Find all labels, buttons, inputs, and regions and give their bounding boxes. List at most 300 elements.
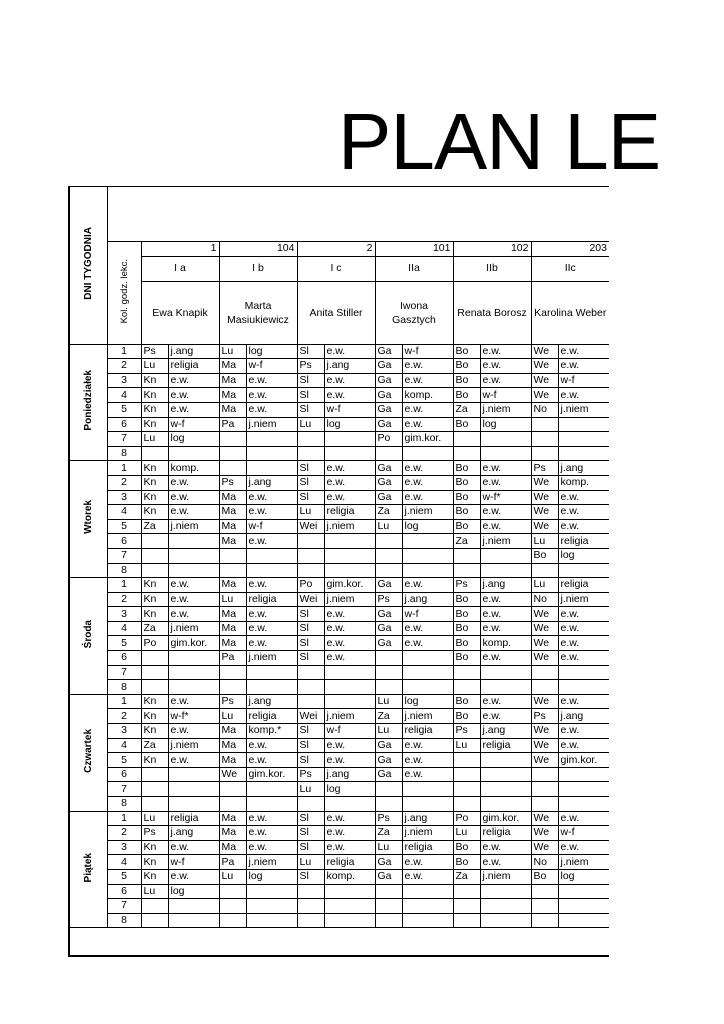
- teacher-code: Za: [141, 738, 168, 753]
- subject: e.w.: [402, 753, 453, 768]
- teacher-code: Ga: [375, 388, 402, 403]
- teacher-code: Kn: [141, 490, 168, 505]
- teacher-code: We: [531, 840, 558, 855]
- lesson-row: [69, 578, 609, 593]
- footer-blank-row: [69, 928, 609, 957]
- subject: log: [168, 432, 219, 447]
- subject: j.niem: [402, 826, 453, 841]
- teacher-code: Lu: [297, 505, 324, 520]
- subject: religia: [480, 826, 531, 841]
- subject: log: [246, 344, 297, 359]
- subject: j.niem: [480, 402, 531, 417]
- teacher-code: Sl: [297, 607, 324, 622]
- subject: w-f*: [480, 490, 531, 505]
- teacher-code: Lu: [297, 417, 324, 432]
- subject: e.w.: [402, 578, 453, 593]
- kol-godz-label: Kol. godz. lekc.: [118, 258, 130, 323]
- subject: e.w.: [246, 636, 297, 651]
- subject: e.w.: [324, 840, 375, 855]
- subject: [168, 767, 219, 782]
- teacher-code: [219, 797, 246, 812]
- lesson-row: [69, 709, 609, 724]
- subject: e.w.: [324, 826, 375, 841]
- lesson-row: [69, 563, 609, 578]
- lesson-number: 8: [107, 797, 141, 812]
- subject: e.w.: [480, 694, 531, 709]
- kol-godz-cell: [107, 242, 141, 345]
- teacher-code: Lu: [141, 359, 168, 374]
- subject: log: [168, 884, 219, 899]
- subject: e.w.: [246, 811, 297, 826]
- teacher-code: Po: [453, 811, 480, 826]
- lesson-number: 4: [107, 388, 141, 403]
- subject: j.niem: [402, 505, 453, 520]
- lesson-number: 5: [107, 753, 141, 768]
- subject: e.w.: [324, 490, 375, 505]
- subject: komp.: [324, 869, 375, 884]
- lesson-number: 6: [107, 534, 141, 549]
- subject: w-f: [402, 344, 453, 359]
- teacher-code: [375, 563, 402, 578]
- lesson-number: 1: [107, 344, 141, 359]
- subject: [480, 680, 531, 695]
- lesson-row: [69, 680, 609, 695]
- subject: [246, 913, 297, 928]
- teacher-code: [141, 913, 168, 928]
- lesson-row: [69, 797, 609, 812]
- subject: w-f: [246, 359, 297, 374]
- lesson-row: [69, 505, 609, 520]
- teacher-code: Ps: [219, 694, 246, 709]
- subject: e.w.: [246, 753, 297, 768]
- subject: log: [402, 694, 453, 709]
- teacher-code: Bo: [453, 651, 480, 666]
- day-cell: [69, 811, 107, 928]
- subject: e.w.: [246, 388, 297, 403]
- teacher-code: Ga: [375, 869, 402, 884]
- lesson-number: 7: [107, 548, 141, 563]
- teacher-code: Sl: [297, 461, 324, 476]
- teacher-code: Za: [453, 402, 480, 417]
- teacher-code: [531, 446, 558, 461]
- subject: j.niem: [246, 417, 297, 432]
- subject: gim.kor.: [402, 432, 453, 447]
- subject: j.niem: [324, 592, 375, 607]
- teacher-code: [141, 680, 168, 695]
- subject: j.ang: [324, 767, 375, 782]
- subject: e.w.: [324, 636, 375, 651]
- teacher-code: Za: [141, 621, 168, 636]
- teacher-code: [453, 548, 480, 563]
- teacher-code: [219, 899, 246, 914]
- subject: e.w.: [168, 840, 219, 855]
- subject: [324, 884, 375, 899]
- teacher-code: Bo: [453, 709, 480, 724]
- teacher-code: [453, 913, 480, 928]
- teacher-code: [297, 534, 324, 549]
- subject: [402, 680, 453, 695]
- teacher-code: Lu: [375, 694, 402, 709]
- subject: religia: [558, 534, 609, 549]
- teacher-code: Ps: [141, 344, 168, 359]
- room-number: 1: [168, 242, 219, 257]
- subject: e.w.: [480, 607, 531, 622]
- teacher-code: [141, 548, 168, 563]
- subject: w-f: [558, 826, 609, 841]
- lesson-number: 5: [107, 519, 141, 534]
- teacher-code: Ps: [375, 811, 402, 826]
- subject: [246, 461, 297, 476]
- teacher-code: Pa: [219, 855, 246, 870]
- lesson-number: 4: [107, 855, 141, 870]
- subject: e.w.: [480, 592, 531, 607]
- lesson-row: [69, 738, 609, 753]
- subject: e.w.: [246, 534, 297, 549]
- subject: [246, 884, 297, 899]
- teacher-code: Bo: [453, 417, 480, 432]
- header-blank-band: [107, 187, 609, 242]
- lesson-row: [69, 432, 609, 447]
- lesson-row: [69, 534, 609, 549]
- teacher-code: [375, 913, 402, 928]
- subject: j.ang: [558, 461, 609, 476]
- teacher-code: Kn: [141, 724, 168, 739]
- teacher-code: We: [531, 826, 558, 841]
- teacher-code: [531, 680, 558, 695]
- teacher-code: Ga: [375, 475, 402, 490]
- teacher-code: [141, 651, 168, 666]
- subject: religia: [324, 505, 375, 520]
- teacher-code: [531, 432, 558, 447]
- teacher-code: Ps: [219, 475, 246, 490]
- subject: [402, 446, 453, 461]
- subject: j.niem: [480, 869, 531, 884]
- subject: j.niem: [558, 855, 609, 870]
- teacher-code: Sl: [297, 826, 324, 841]
- subject: [558, 665, 609, 680]
- subject: w-f: [480, 388, 531, 403]
- teacher-code: [375, 548, 402, 563]
- teacher-code: Ma: [219, 490, 246, 505]
- subject: j.niem: [246, 855, 297, 870]
- lesson-row: [69, 899, 609, 914]
- teacher-code: Bo: [453, 607, 480, 622]
- teacher-code: Sl: [297, 475, 324, 490]
- teacher-code: Za: [375, 709, 402, 724]
- subject: j.niem: [558, 592, 609, 607]
- lesson-row: [69, 811, 609, 826]
- teacher-code: [219, 461, 246, 476]
- subject: [324, 797, 375, 812]
- subject: e.w.: [402, 461, 453, 476]
- teacher-code: Ga: [375, 344, 402, 359]
- teacher-code: [141, 665, 168, 680]
- subject: [246, 446, 297, 461]
- subject: e.w.: [324, 344, 375, 359]
- teacher-code: Ga: [375, 855, 402, 870]
- teacher-code: We: [531, 607, 558, 622]
- subject: e.w.: [480, 840, 531, 855]
- teacher-code: Bo: [453, 636, 480, 651]
- subject: log: [246, 869, 297, 884]
- teacher-code: [297, 884, 324, 899]
- day-cell: [69, 344, 107, 461]
- teacher-code: Ma: [219, 753, 246, 768]
- subject: gim.kor.: [246, 767, 297, 782]
- lesson-row: [69, 913, 609, 928]
- teacher-code: No: [531, 402, 558, 417]
- subject: w-f*: [168, 709, 219, 724]
- teacher-code: [297, 913, 324, 928]
- teacher-code: Ma: [219, 534, 246, 549]
- subject: e.w.: [402, 767, 453, 782]
- subject: e.w.: [558, 840, 609, 855]
- teacher-code: Kn: [141, 505, 168, 520]
- subject: e.w.: [324, 753, 375, 768]
- teacher-code: We: [531, 490, 558, 505]
- subject: e.w.: [246, 578, 297, 593]
- teacher-code: [297, 563, 324, 578]
- room-spacer: [375, 242, 402, 257]
- teacher-code: Kn: [141, 417, 168, 432]
- subject: [480, 665, 531, 680]
- lesson-row: [69, 621, 609, 636]
- teacher-code: [453, 680, 480, 695]
- subject: e.w.: [168, 490, 219, 505]
- subject: j.niem: [324, 519, 375, 534]
- subject: [324, 665, 375, 680]
- teacher-code: [453, 767, 480, 782]
- teacher-code: Ma: [219, 811, 246, 826]
- teacher-code: Wei: [297, 592, 324, 607]
- subject: e.w.: [480, 651, 531, 666]
- subject: e.w.: [480, 621, 531, 636]
- subject: [324, 548, 375, 563]
- subject: j.niem: [168, 621, 219, 636]
- lesson-row: [69, 753, 609, 768]
- room-spacer: [219, 242, 246, 257]
- lesson-number: 1: [107, 578, 141, 593]
- lesson-number: 3: [107, 490, 141, 505]
- lesson-number: 6: [107, 767, 141, 782]
- lesson-number: 2: [107, 709, 141, 724]
- room-number: 102: [480, 242, 531, 257]
- subject: e.w.: [168, 388, 219, 403]
- subject: e.w.: [324, 373, 375, 388]
- teacher-code: Sl: [297, 811, 324, 826]
- teacher-code: Ma: [219, 738, 246, 753]
- teacher-code: [531, 884, 558, 899]
- subject: religia: [402, 724, 453, 739]
- subject: [168, 680, 219, 695]
- teacher-code: [141, 899, 168, 914]
- subject: e.w.: [324, 811, 375, 826]
- subject: [558, 563, 609, 578]
- subject: j.niem: [324, 709, 375, 724]
- subject: w-f: [324, 402, 375, 417]
- subject: [246, 797, 297, 812]
- teacher-code: Sl: [297, 651, 324, 666]
- teacher-code: Lu: [375, 840, 402, 855]
- subject: [558, 913, 609, 928]
- teacher-code: We: [531, 359, 558, 374]
- lesson-number: 4: [107, 621, 141, 636]
- teacher-code: [531, 899, 558, 914]
- room-spacer: [531, 242, 558, 257]
- subject: [246, 548, 297, 563]
- subject: [558, 446, 609, 461]
- teacher-code: Ps: [453, 724, 480, 739]
- subject: e.w.: [246, 490, 297, 505]
- teacher-code: Sl: [297, 636, 324, 651]
- teacher-code: Ma: [219, 621, 246, 636]
- subject: [246, 665, 297, 680]
- teacher-code: We: [531, 388, 558, 403]
- subject: [168, 899, 219, 914]
- teacher-code: Kn: [141, 388, 168, 403]
- subject: e.w.: [168, 505, 219, 520]
- subject: e.w.: [246, 373, 297, 388]
- subject: [168, 563, 219, 578]
- teacher-code: Sl: [297, 344, 324, 359]
- lesson-row: [69, 344, 609, 359]
- teacher-code: Ga: [375, 636, 402, 651]
- lesson-number: 1: [107, 461, 141, 476]
- teacher-code: [141, 782, 168, 797]
- subject: w-f: [246, 519, 297, 534]
- teacher-code: Sl: [297, 621, 324, 636]
- teacher-code: [297, 548, 324, 563]
- teacher-code: Sl: [297, 738, 324, 753]
- teacher-code: [531, 782, 558, 797]
- subject: [480, 913, 531, 928]
- lesson-row: [69, 724, 609, 739]
- lesson-number: 8: [107, 446, 141, 461]
- subject: religia: [168, 811, 219, 826]
- subject: j.ang: [480, 578, 531, 593]
- subject: e.w.: [324, 461, 375, 476]
- teacher-code: [453, 884, 480, 899]
- subject: [558, 782, 609, 797]
- subject: [480, 899, 531, 914]
- teacher-code: [453, 446, 480, 461]
- subject: [168, 548, 219, 563]
- class-name: IIb: [453, 256, 531, 281]
- teacher-code: [219, 665, 246, 680]
- subject: e.w.: [480, 359, 531, 374]
- teacher-code: No: [531, 592, 558, 607]
- teacher-code: [219, 782, 246, 797]
- lesson-number: 6: [107, 417, 141, 432]
- subject: log: [324, 417, 375, 432]
- subject: gim.kor.: [558, 753, 609, 768]
- subject: e.w.: [558, 607, 609, 622]
- lesson-row: [69, 636, 609, 651]
- lesson-number: 4: [107, 505, 141, 520]
- lesson-number: 3: [107, 724, 141, 739]
- teacher-code: Lu: [375, 724, 402, 739]
- day-label: Wtorek: [82, 500, 94, 535]
- subject: j.ang: [168, 344, 219, 359]
- teacher-code: We: [531, 694, 558, 709]
- teacher-code: [531, 563, 558, 578]
- teacher-code: We: [531, 753, 558, 768]
- subject: e.w.: [324, 607, 375, 622]
- subject: j.ang: [558, 709, 609, 724]
- subject: e.w.: [402, 855, 453, 870]
- teacher-code: We: [531, 505, 558, 520]
- subject: komp.*: [246, 724, 297, 739]
- teacher-code: [219, 680, 246, 695]
- teacher-code: Ma: [219, 636, 246, 651]
- subject: j.niem: [168, 738, 219, 753]
- subject: e.w.: [558, 621, 609, 636]
- subject: [480, 432, 531, 447]
- teacher-code: Ga: [375, 578, 402, 593]
- teacher-code: Lu: [141, 884, 168, 899]
- teacher-code: Ma: [219, 607, 246, 622]
- teacher-code: [375, 534, 402, 549]
- lesson-row: [69, 694, 609, 709]
- teacher-code: [375, 797, 402, 812]
- teacher-code: Po: [141, 636, 168, 651]
- teacher-code: Ma: [219, 373, 246, 388]
- lesson-row: [69, 417, 609, 432]
- teacher-code: We: [531, 724, 558, 739]
- teacher-code: We: [531, 738, 558, 753]
- teacher-code: Ga: [375, 753, 402, 768]
- lesson-row: [69, 461, 609, 476]
- lesson-row: [69, 767, 609, 782]
- teacher-code: Ps: [141, 826, 168, 841]
- subject: [324, 913, 375, 928]
- teacher-code: Ps: [453, 578, 480, 593]
- teacher-code: [375, 782, 402, 797]
- subject: e.w.: [480, 709, 531, 724]
- room-number: 104: [246, 242, 297, 257]
- subject: [480, 753, 531, 768]
- lesson-number: 2: [107, 826, 141, 841]
- teacher-code: [375, 899, 402, 914]
- teacher-code: Ma: [219, 359, 246, 374]
- teacher-code: Ga: [375, 359, 402, 374]
- teacher-code: Sl: [297, 388, 324, 403]
- teacher-code: Ma: [219, 724, 246, 739]
- teacher-code: Sl: [297, 402, 324, 417]
- subject: religia: [402, 840, 453, 855]
- subject: [168, 651, 219, 666]
- teacher-code: [219, 548, 246, 563]
- subject: e.w.: [558, 811, 609, 826]
- teacher-code: We: [531, 373, 558, 388]
- room-number: 203: [558, 242, 609, 257]
- teacher-code: Sl: [297, 869, 324, 884]
- subject: e.w.: [324, 621, 375, 636]
- subject: komp.: [402, 388, 453, 403]
- class-name-row: [69, 256, 609, 281]
- teacher-code: [375, 680, 402, 695]
- teacher-code: Ga: [375, 490, 402, 505]
- subject: [558, 797, 609, 812]
- subject: j.ang: [246, 475, 297, 490]
- teacher-code: Kn: [141, 578, 168, 593]
- teacher-code: [219, 913, 246, 928]
- subject: e.w.: [246, 738, 297, 753]
- subject: [480, 782, 531, 797]
- subject: e.w.: [480, 519, 531, 534]
- teacher-code: Ps: [297, 767, 324, 782]
- lesson-row: [69, 869, 609, 884]
